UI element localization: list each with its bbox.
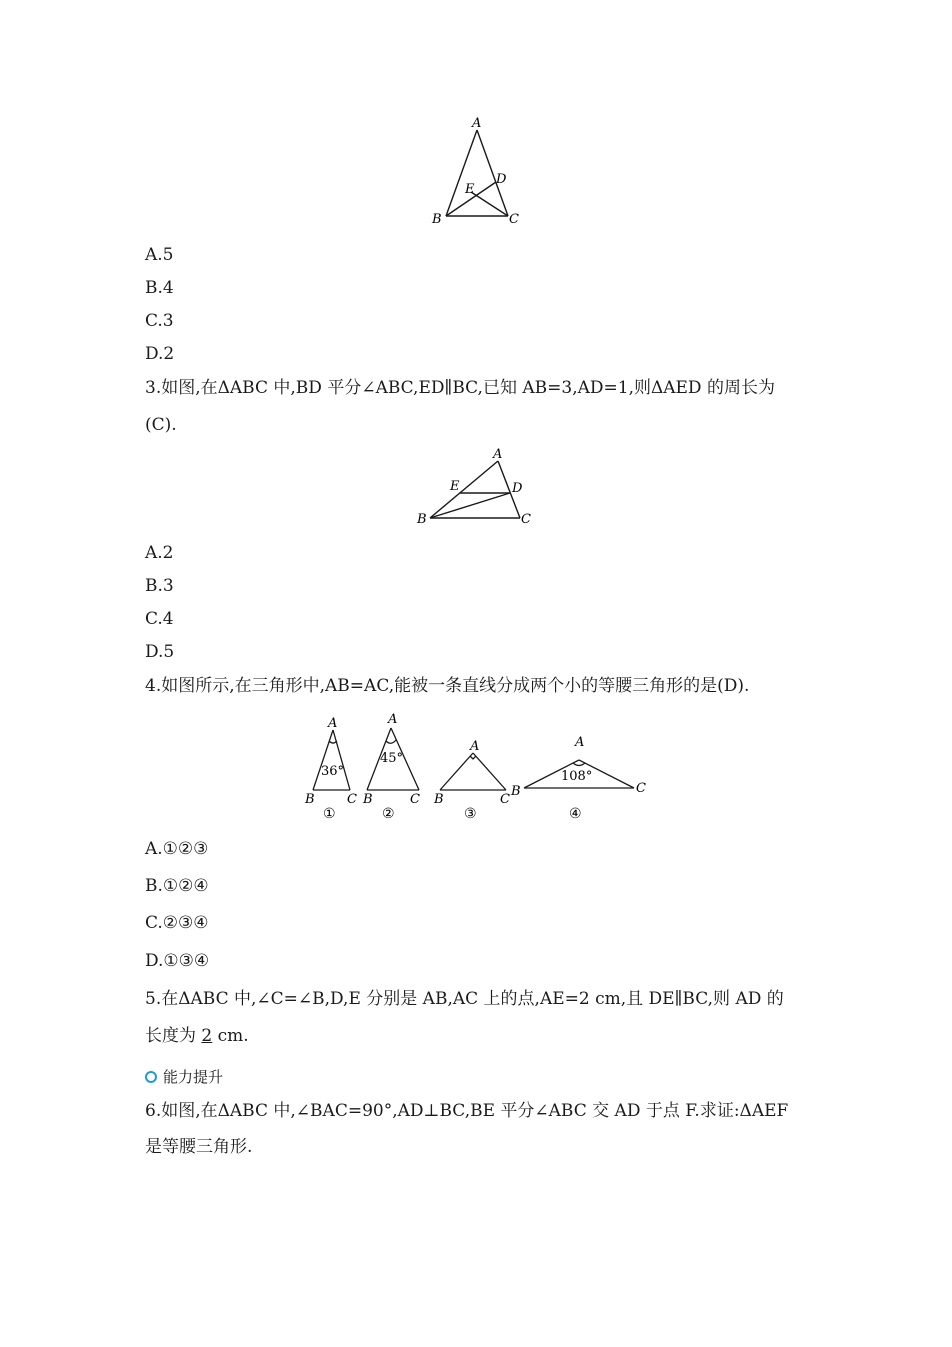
q3-figure — [414, 440, 544, 532]
q4-t4-label-a: A — [575, 735, 585, 750]
q2-option-d: D.2 — [145, 344, 175, 364]
q3-label-b: B — [417, 512, 427, 527]
q4-t1-label-b: B — [305, 792, 315, 807]
q4-t1-label-a: A — [328, 716, 338, 731]
q3-stem-line2: (C). — [145, 415, 177, 435]
q4-t3-label-c: C — [500, 792, 510, 807]
q4-t2-number: ② — [382, 806, 395, 822]
q5-answer: 2 — [201, 1026, 213, 1046]
q4-option-a: A.①②③ — [145, 839, 209, 859]
q3-option-d: D.5 — [145, 642, 175, 662]
q3-label-c: C — [521, 512, 531, 527]
q3-triangle-diagram — [414, 440, 544, 532]
q2-label-b: B — [432, 212, 442, 227]
q4-t1-number: ① — [323, 806, 336, 822]
section-title: 能力提升 — [163, 1068, 224, 1086]
q5-stem-line1: 5.在ΔABC 中,∠C=∠B,D,E 分别是 AB,AC 上的点,AE=2 cm,且 DE∥BC,则 AD 的 — [145, 989, 784, 1009]
q2-label-c: C — [509, 212, 519, 227]
q2-triangle-diagram — [428, 112, 528, 232]
q3-label-a: A — [493, 447, 503, 462]
q2-label-d: D — [496, 172, 507, 187]
q4-t4-number: ④ — [569, 806, 582, 822]
q4-t3-number: ③ — [464, 806, 477, 822]
q3-label-d: D — [512, 481, 523, 496]
q3-option-c: C.4 — [145, 609, 174, 629]
q2-option-c: C.3 — [145, 311, 174, 331]
q4-option-b: B.①②④ — [145, 876, 209, 896]
section-header — [145, 1067, 223, 1087]
q3-option-b: B.3 — [145, 576, 174, 596]
q3-label-e: E — [450, 479, 460, 494]
q4-t4-label-c: C — [636, 781, 646, 796]
q4-stem: 4.如图所示,在三角形中,AB=AC,能被一条直线分成两个小的等腰三角形的是(D). — [145, 676, 750, 696]
q5-stem-line2 — [145, 1025, 249, 1047]
q4-option-c: C.②③④ — [145, 913, 209, 933]
q4-t3-label-b: B — [434, 792, 444, 807]
q5-line2-prefix: 长度为 — [145, 1026, 202, 1046]
q4-t2-label-c: C — [410, 792, 420, 807]
q2-option-b: B.4 — [145, 278, 174, 298]
q3-option-a: A.2 — [145, 543, 174, 563]
q6-stem-line2: 是等腰三角形. — [145, 1137, 253, 1157]
q4-option-d: D.①③④ — [145, 951, 210, 971]
q4-t2-label-b: B — [363, 792, 373, 807]
q2-figure — [428, 112, 528, 232]
q4-t3-label-a: A — [470, 739, 480, 754]
q4-t4-angle: 108° — [561, 769, 593, 784]
q5-line2-suffix: cm. — [212, 1026, 249, 1046]
q2-label-a: A — [472, 116, 482, 131]
q3-stem-line1: 3.如图,在ΔABC 中,BD 平分∠ABC,ED∥BC,已知 AB=3,AD=1,则ΔAED 的周长为 — [145, 378, 775, 398]
q4-triangles-diagram — [300, 708, 660, 826]
q4-figure — [300, 708, 660, 826]
q2-option-a: A.5 — [145, 245, 174, 265]
q4-t2-label-a: A — [388, 712, 398, 727]
q4-t1-label-c: C — [347, 792, 357, 807]
q6-stem-line1: 6.如图,在ΔABC 中,∠BAC=90°,AD⊥BC,BE 平分∠ABC 交 AD 于点 F.求证:ΔAEF — [145, 1101, 789, 1121]
q4-t2-angle: 45° — [380, 751, 404, 766]
circle-bullet-icon — [145, 1071, 157, 1083]
q2-label-e: E — [465, 182, 475, 197]
q4-t1-angle: 36° — [321, 764, 345, 779]
q4-t4-label-b: B — [511, 784, 521, 799]
